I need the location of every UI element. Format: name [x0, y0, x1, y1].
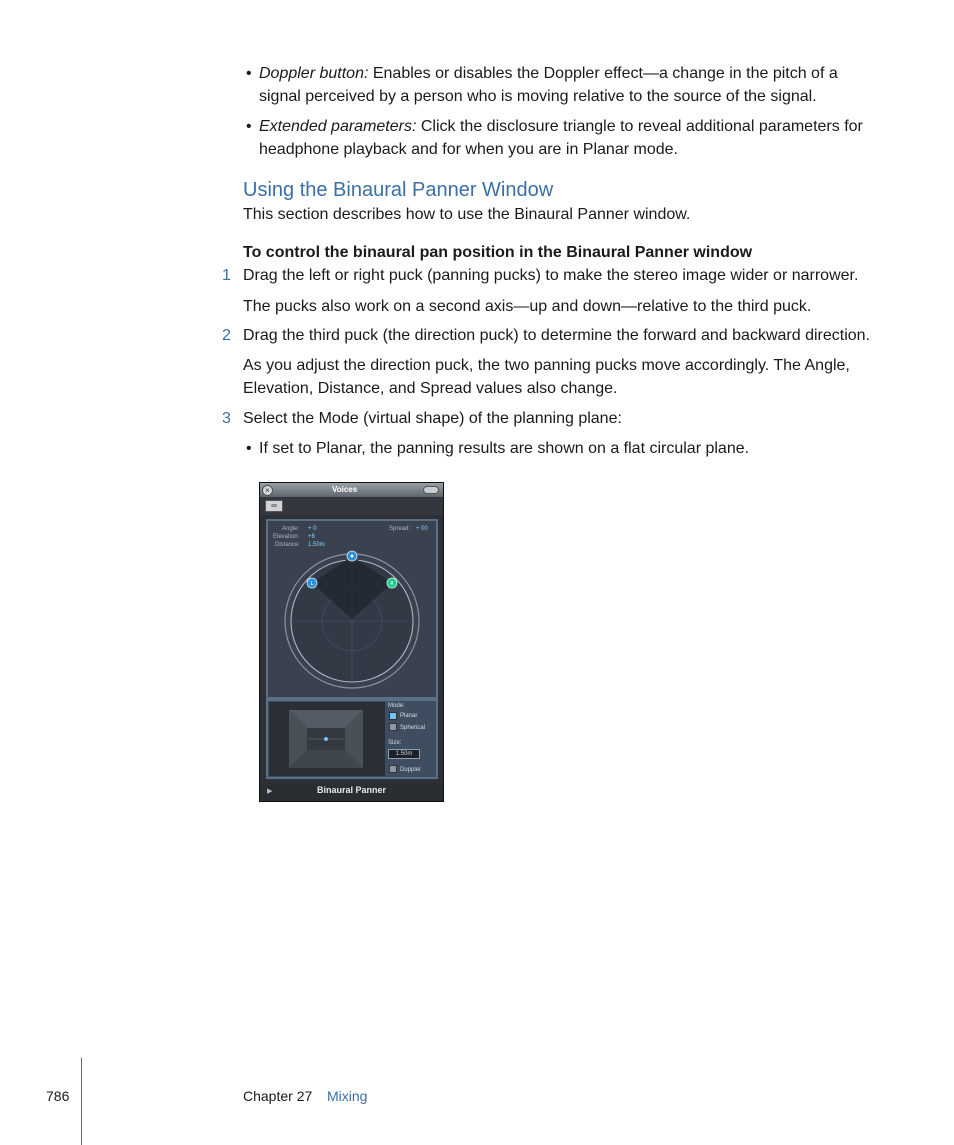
bullet-marker: •: [246, 65, 252, 82]
angle-label: Angle:: [282, 526, 300, 532]
mode-panel: [266, 699, 438, 779]
doppler-checkbox[interactable]: [389, 765, 397, 773]
toolbar-toggle-button[interactable]: [423, 486, 439, 494]
left-puck-label: L: [310, 581, 314, 587]
step-number: 3: [222, 410, 231, 427]
step-2-note-line1: As you adjust the direction puck, the two panning pucks move accordingly. The Angle,: [243, 357, 850, 374]
close-icon[interactable]: ×: [262, 485, 273, 496]
bullet-marker: •: [246, 440, 252, 457]
extended-bullet-line1: [259, 115, 863, 138]
planar-sub-bullet: If set to Planar, the panning results are shown on a flat circular plane.: [259, 440, 750, 457]
page-number: 786: [46, 1088, 70, 1104]
window-titlebar: [260, 483, 443, 498]
step-2-note-line2: Elevation, Distance, and Spread values also change.: [243, 380, 618, 397]
disclosure-triangle-icon[interactable]: ▶: [267, 788, 273, 795]
right-puck-label: R: [390, 581, 394, 587]
plugin-name: Binaural Panner: [316, 785, 387, 795]
section-intro: This section describes how to use the Binaural Panner window.: [243, 206, 691, 223]
step-1-text: Drag the left or right puck (panning pucks) to make the stereo image wider or narrower.: [243, 267, 859, 284]
elevation-label: Elevation:: [273, 534, 300, 540]
task-title: To control the binaural pan position in the Binaural Panner window: [243, 244, 753, 261]
window-toolbar: [260, 497, 443, 515]
distance-label: Distance:: [275, 542, 301, 548]
mode-label: Mode:: [388, 703, 405, 709]
size-label: Size:: [388, 740, 402, 746]
binaural-panner-window: [259, 482, 444, 802]
section-heading: Using the Binaural Panner Window: [243, 179, 554, 201]
footer-chapter: Chapter 27: [243, 1088, 313, 1104]
step-2-text: Drag the third puck (the direction puck) to determine the forward and backward direction.: [243, 327, 870, 344]
angle-value[interactable]: + 0: [308, 526, 317, 532]
size-field[interactable]: 1.50m: [388, 749, 420, 759]
panning-circle: [268, 521, 436, 697]
doppler-term: Doppler button:: [259, 65, 369, 82]
panning-panel: [266, 519, 438, 699]
right-puck[interactable]: [387, 578, 397, 588]
elevation-value[interactable]: +8: [308, 534, 315, 540]
spread-value[interactable]: + 00: [416, 526, 428, 532]
extended-desc: Click the disclosure triangle to reveal additional parameters for: [416, 118, 863, 135]
footer-chapter-title: Mixing: [327, 1088, 368, 1104]
window-bottom-bar: [260, 783, 443, 801]
mode-spherical-checkbox[interactable]: [389, 723, 397, 731]
direction-puck[interactable]: [347, 551, 357, 561]
step-1-note: The pucks also work on a second axis—up and down—relative to the third puck.: [243, 298, 812, 315]
spread-label: Spread:: [389, 526, 411, 532]
link-icon[interactable]: ∞: [265, 500, 283, 512]
doppler-label: Doppler: [400, 767, 422, 773]
bullet-marker: •: [246, 118, 252, 135]
mode-spherical-label: Spherical: [400, 725, 426, 731]
doppler-bullet-line2: signal perceived by a person who is moving relative to the source of the signal.: [259, 88, 817, 105]
left-puck[interactable]: [307, 578, 317, 588]
room-preview: [269, 702, 385, 776]
doppler-desc: Enables or disables the Doppler effect—a change in the pitch of a: [368, 65, 838, 82]
step-number: 1: [222, 267, 231, 284]
extended-bullet-line2: headphone playback and for when you are in Planar mode.: [259, 141, 678, 158]
mode-planar-label: Planar: [400, 713, 418, 719]
doppler-bullet-line1: [259, 62, 838, 85]
step-3-text: Select the Mode (virtual shape) of the planning plane:: [243, 410, 622, 427]
window-title: Voices: [332, 485, 358, 494]
step-number: 2: [222, 327, 231, 344]
footer-divider: [81, 1058, 82, 1145]
mode-planar-checkbox[interactable]: [389, 712, 397, 720]
extended-term: Extended parameters:: [259, 118, 417, 135]
distance-value[interactable]: 1.50m: [308, 542, 325, 548]
